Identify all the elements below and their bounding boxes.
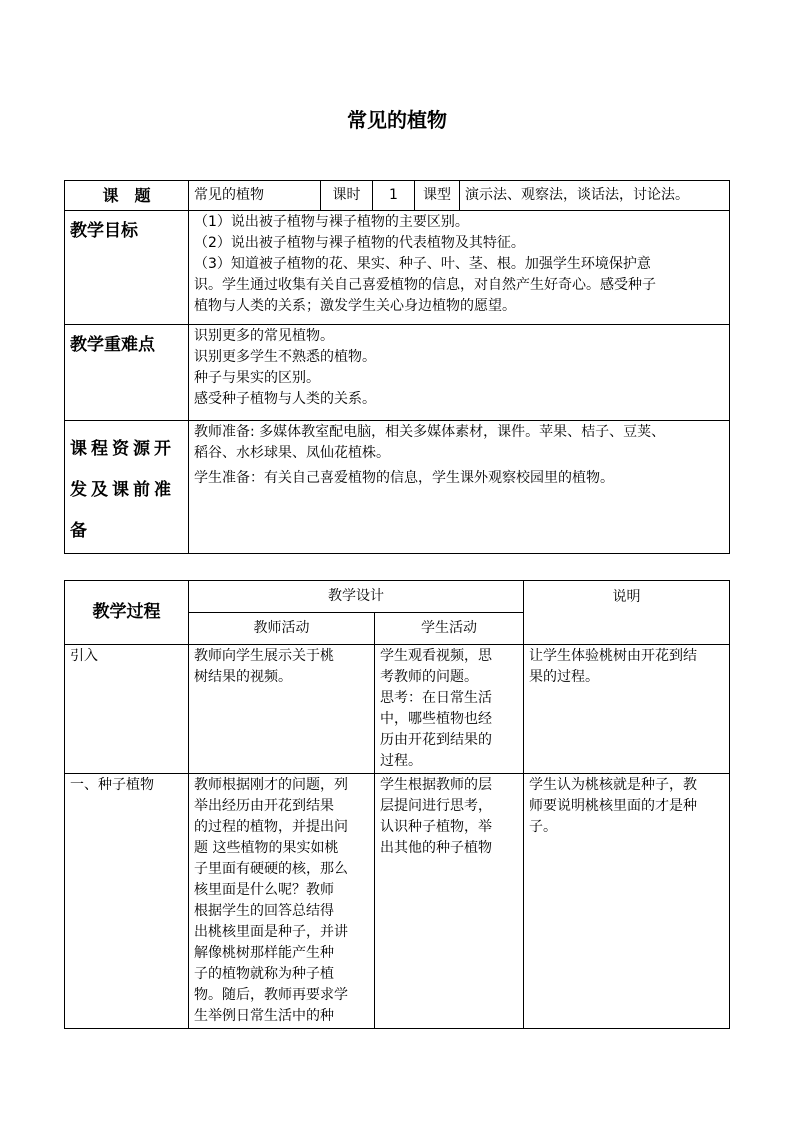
goal-line: （3）知道被子植物的花、果实、种子、叶、茎、根。加强学生环境保护意	[194, 256, 651, 272]
text-line: 学生根据教师的层	[380, 777, 492, 793]
stage-cell: 一、种子植物	[65, 774, 189, 1029]
text-line: 树结果的视频。	[194, 669, 292, 685]
resources-label	[65, 421, 189, 554]
teacher-activity-cell	[189, 774, 375, 1029]
text-line: 认识种子植物，举	[380, 819, 492, 835]
text-line: 题 这些植物的果实如桃	[194, 840, 339, 856]
key-point-line: 感受种子植物与人类的关系。	[194, 391, 376, 407]
resources-content	[189, 421, 730, 554]
student-prep: 学生准备：有关自己喜爱植物的信息，学生课外观察校园里的植物。	[194, 470, 614, 486]
text-line: 根据学生的回答总结得	[194, 903, 334, 919]
text-line: 子的植物就称为种子植	[194, 966, 334, 982]
stage-cell: 引入	[65, 645, 189, 774]
key-point-line: 种子与果实的区别。	[194, 370, 320, 386]
lesson-info-table	[64, 180, 730, 554]
key-points-content	[189, 325, 730, 421]
text-line: 历由开花到结果的	[380, 732, 492, 748]
text-line: 层提问进行思考，	[380, 798, 492, 814]
text-line: 出其他的种子植物	[380, 840, 492, 856]
text-line: 师要说明桃核里面的才是种	[529, 798, 697, 814]
text-line: 学生观看视频，思	[380, 648, 492, 664]
text-line: 教师根据刚才的问题，列	[194, 777, 348, 793]
process-header: 教学过程	[65, 581, 189, 645]
goals-content	[189, 211, 730, 325]
goal-line: （1）说出被子植物与裸子植物的主要区别。	[194, 214, 469, 230]
text-line: 果的过程。	[529, 669, 599, 685]
process-table	[64, 580, 730, 1029]
ke-ti-label: 课 题	[65, 181, 189, 211]
resources-label-line: 发及课前准	[70, 480, 175, 500]
text-line: 生举例日常生活中的种	[194, 1008, 334, 1024]
teacher-prep-line: 稻谷、水杉球果、凤仙花植株。	[194, 445, 390, 461]
student-activity-header: 学生活动	[375, 613, 524, 645]
resources-label-line: 备	[70, 521, 91, 541]
key-point-line: 识别更多的常见植物。	[194, 328, 334, 344]
student-activity-cell	[375, 774, 524, 1029]
key-point-line: 识别更多学生不熟悉的植物。	[194, 349, 376, 365]
table-row	[65, 774, 730, 1029]
ke-ti-value: 常见的植物	[189, 181, 321, 211]
page-title: 常见的植物	[347, 108, 447, 132]
text-line: 让学生体验桃树由开花到结	[529, 648, 697, 664]
student-activity-cell	[375, 645, 524, 774]
text-line: 核里面是什么呢？教师	[194, 882, 334, 898]
note-cell	[524, 645, 730, 774]
text-line: 子。	[529, 819, 557, 835]
text-line: 教师向学生展示关于桃	[194, 648, 334, 664]
key-points-label: 教学重难点	[65, 325, 189, 421]
goal-line: （2）说出被子植物与裸子植物的代表植物及其特征。	[194, 235, 525, 251]
teacher-activity-header: 教师活动	[189, 613, 375, 645]
goal-line: 识。学生通过收集有关自己喜爱植物的信息，对自然产生好奇心。感受种子	[194, 277, 656, 293]
ke-shi-label: 课时	[321, 181, 373, 211]
text-line: 中，哪些植物也经	[380, 711, 492, 727]
design-header: 教学设计	[189, 581, 524, 613]
table-row	[65, 645, 730, 774]
ke-xing-value: 演示法、观察法，谈话法，讨论法。	[460, 181, 730, 211]
text-line: 的过程的植物，并提出问	[194, 819, 348, 835]
text-line: 过程。	[380, 753, 422, 769]
resources-label-line: 课程资源开	[70, 439, 175, 459]
text-line: 物。随后，教师再要求学	[194, 987, 348, 1003]
note-cell	[524, 774, 730, 1029]
goal-line: 植物与人类的关系；激发学生关心身边植物的愿望。	[194, 298, 516, 314]
text-line: 出桃核里面是种子，并讲	[194, 924, 348, 940]
text-line: 举出经历由开花到结果	[194, 798, 334, 814]
note-header: 说明	[524, 581, 730, 645]
ke-xing-label: 课型	[415, 181, 460, 211]
text-line: 解像桃树那样能产生种	[194, 945, 334, 961]
teacher-prep-line: 教师准备: 多媒体教室配电脑，相关多媒体素材，课件。苹果、桔子、豆荚、	[194, 424, 666, 440]
goals-label: 教学目标	[65, 211, 189, 325]
text-line: 子里面有硬硬的核，那么	[194, 861, 348, 877]
teacher-activity-cell	[189, 645, 375, 774]
ke-shi-value: 1	[373, 181, 415, 211]
text-line: 学生认为桃核就是种子，教	[529, 777, 697, 793]
text-line: 思考：在日常生活	[380, 690, 492, 706]
text-line: 考教师的问题。	[380, 669, 478, 685]
